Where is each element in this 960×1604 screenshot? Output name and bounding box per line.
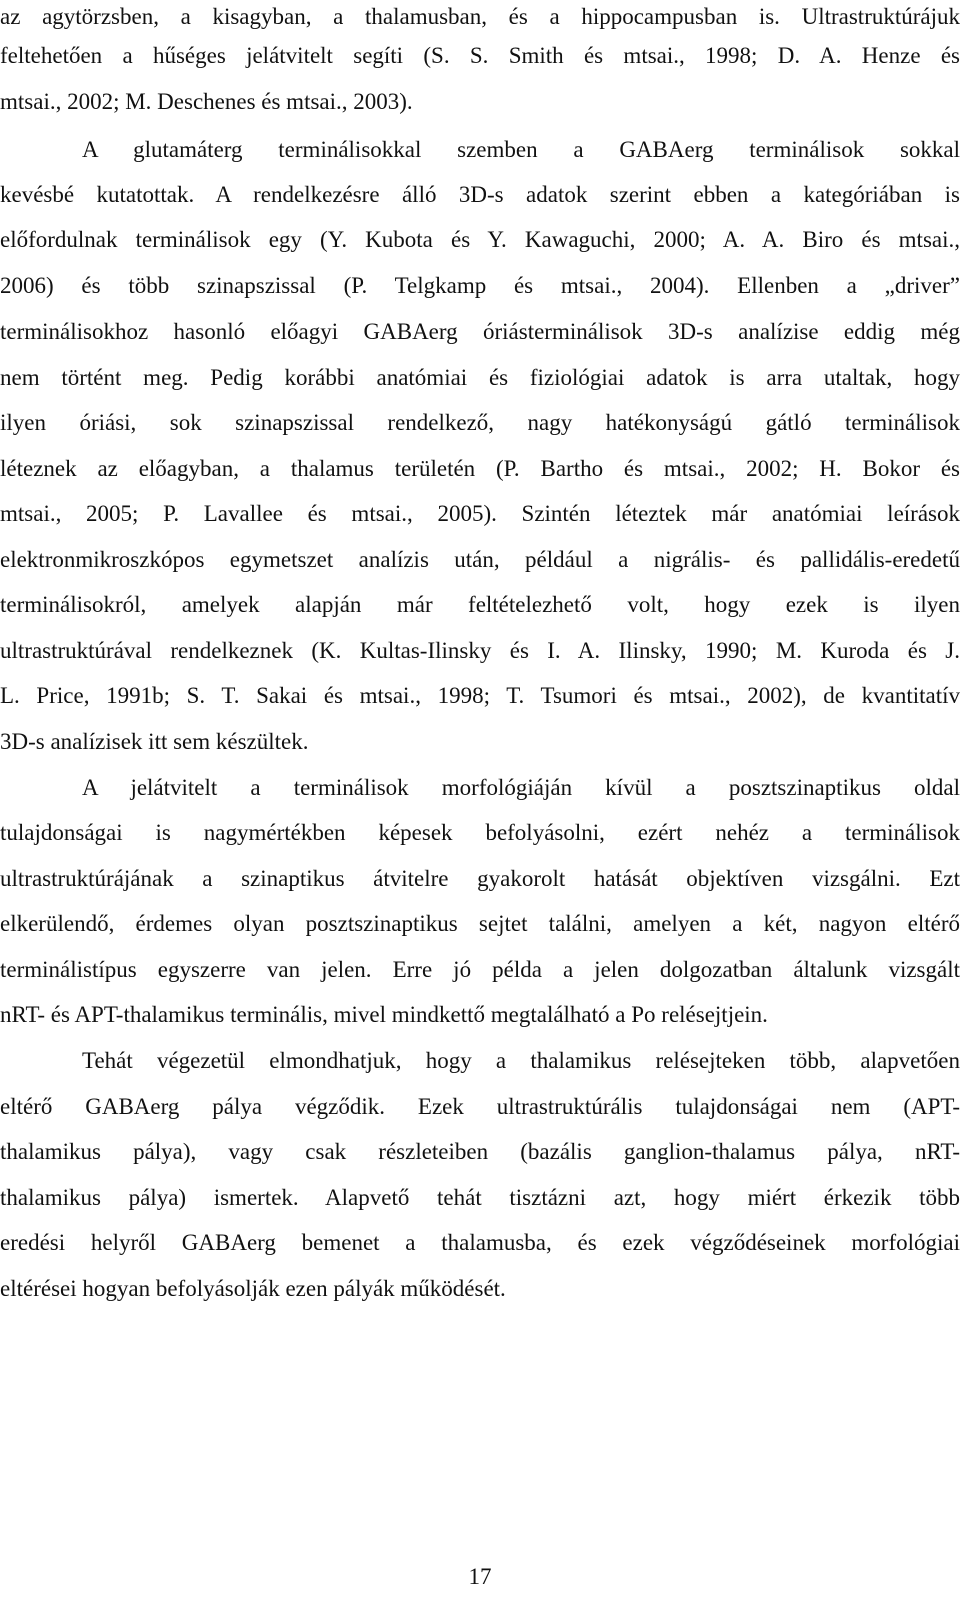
text-line: léteznek az előagyban, a thalamus területén (P. Bartho és mtsai., 2002; H. Bokor és [0,456,960,481]
text-line: eltérő GABAerg pálya végződik. Ezek ultrastruktúrális tulajdonságai nem (APT- [0,1094,960,1119]
text-line: nRT- és APT-thalamikus terminális, mivel mindkettő megtalálható a Po relésejtjein. [0,1002,768,1027]
text-line: elektronmikroszkópos egymetszet analízis után, például a nigrális- és pallidális-eredetű [0,547,960,572]
text-line: kevésbé kutatottak. A rendelkezésre álló 3D-s adatok szerint ebben a kategóriában is [0,182,960,207]
text-line: eltérései hogyan befolyásolják ezen pályák működését. [0,1276,506,1301]
text-line: 2006) és több szinapszissal (P. Telgkamp és mtsai., 2004). Ellenben a „driver” [0,273,960,298]
text-line: feltehetően a hűséges jelátvitelt segíti (S. S. Smith és mtsai., 1998; D. A. Henze és [0,43,960,68]
text-line: A glutamáterg terminálisokkal szemben a GABAerg terminálisok sokkal [82,137,960,162]
text-line: ultrastruktúrájának a szinaptikus átvitelre gyakorolt hatását objektíven vizsgálni. Ezt [0,866,960,891]
page-number: 17 [468,1564,492,1589]
text-line: tulajdonságai is nagymértékben képesek befolyásolni, ezért nehéz a terminálisok [0,820,960,845]
text-line: mtsai., 2002; M. Deschenes és mtsai., 2003). [0,89,413,114]
text-line: ultrastruktúrával rendelkeznek (K. Kultas-Ilinsky és I. A. Ilinsky, 1990; M. Kuroda és J. [0,638,960,663]
text-line: nem történt meg. Pedig korábbi anatómiai és fiziológiai adatok is arra utaltak, hogy [0,365,960,390]
text-line: Tehát végezetül elmondhatjuk, hogy a thalamikus relésejteken több, alapvetően [82,1048,960,1073]
text-line: mtsai., 2005; P. Lavallee és mtsai., 2005). Szintén léteztek már anatómiai leírások [0,501,960,526]
text-line: terminálistípus egyszerre van jelen. Erre jó példa a jelen dolgozatban általunk vizsgált [0,957,960,982]
text-line: thalamikus pálya), vagy csak részleteiben (bazális ganglion-thalamus pálya, nRT- [0,1139,960,1164]
text-line: előfordulnak terminálisok egy (Y. Kubota és Y. Kawaguchi, 2000; A. A. Biro és mtsai., [0,227,960,252]
text-line: 3D-s analízisek itt sem készültek. [0,729,309,754]
text-line: elkerülendő, érdemes olyan posztszinaptikus sejtet találni, amelyen a két, nagyon eltérő [0,911,960,936]
text-line: ilyen óriási, sok szinapszissal rendelkező, nagy hatékonyságú gátló terminálisok [0,410,960,435]
text-line: eredési helyről GABAerg bemenet a thalamusba, és ezek végződéseinek morfológiai [0,1230,960,1255]
text-line: terminálisokról, amelyek alapján már feltételezhető volt, hogy ezek is ilyen [0,592,960,617]
text-line: thalamikus pálya) ismertek. Alapvető tehát tisztázni azt, hogy miért érkezik több [0,1185,960,1210]
text-line: terminálisokhoz hasonló előagyi GABAerg óriásterminálisok 3D-s analízise eddig még [0,319,960,344]
text-line: L. Price, 1991b; S. T. Sakai és mtsai., 1998; T. Tsumori és mtsai., 2002), de kvantitatív [0,683,960,708]
text-line: az agytörzsben, a kisagyban, a thalamusban, és a hippocampusban is. Ultrastruktúrájuk [0,4,960,29]
text-line: A jelátvitelt a terminálisok morfológiáján kívül a posztszinaptikus oldal [82,775,960,800]
